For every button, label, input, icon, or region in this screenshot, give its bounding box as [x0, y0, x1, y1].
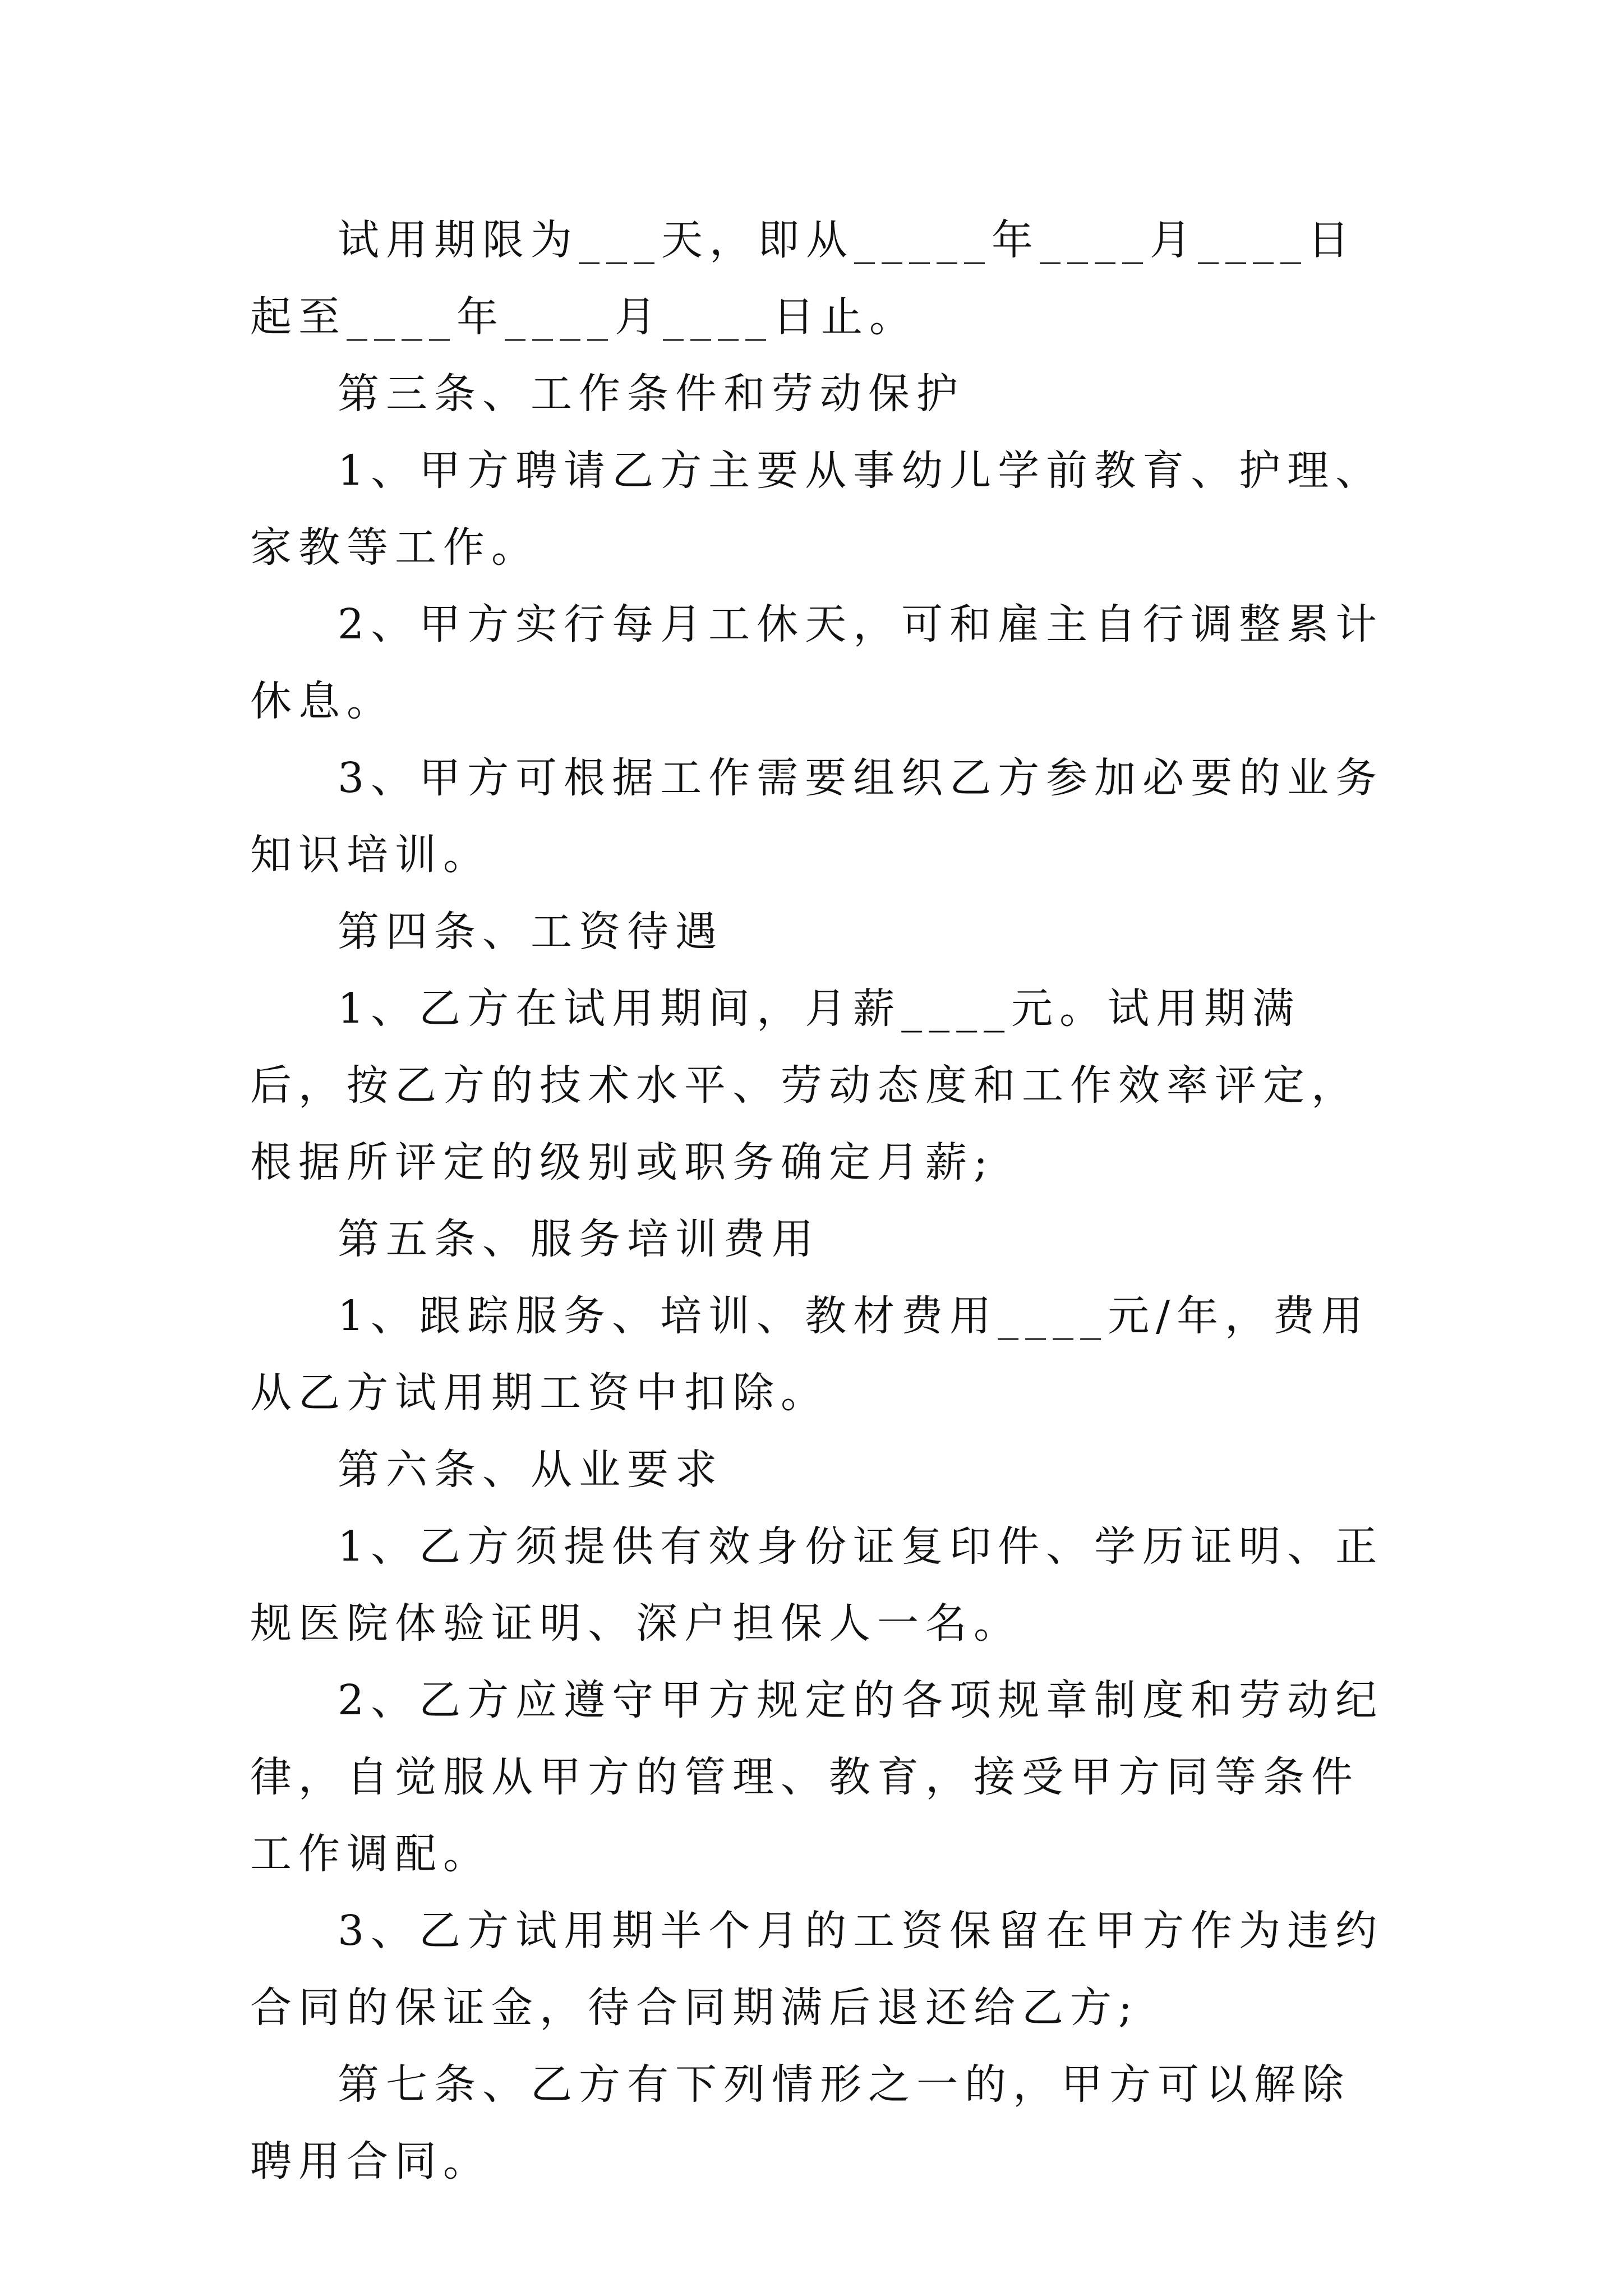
heading-article-7: 第七条、乙方有下列情形之一的，甲方可以解除聘用合同。: [250, 2060, 1350, 2185]
paragraph-article-6-item-1: 1、乙方须提供有效身份证复印件、学历证明、正规医院体验证明、深户担保人一名。: [250, 1522, 1384, 1648]
paragraph-article-3-item-2: 2、甲方实行每月工休天，可和雇主自行调整累计休息。: [250, 600, 1384, 725]
heading-article-3: 第三条、工作条件和劳动保护: [338, 370, 965, 418]
heading-article-4: 第四条、工资待遇: [338, 908, 723, 956]
paragraph-article-3-item-3: 3、甲方可根据工作需要组织乙方参加必要的业务知识培训。: [250, 754, 1384, 879]
heading-article-5: 第五条、服务培训费用: [338, 1215, 820, 1263]
paragraph-article-6-item-2: 2、乙方应遵守甲方规定的各项规章制度和劳动纪律，自觉服从甲方的管理、教育，接受甲方同等条件工作调配。: [250, 1676, 1384, 1878]
heading-article-6: 第六条、从业要求: [338, 1446, 723, 1494]
paragraph-article-4-item-1: 1、乙方在试用期间，月薪____元。试用期满后，按乙方的技术水平、劳动态度和工作效率评定，根据所评定的级别或职务确定月薪;: [250, 984, 1359, 1186]
paragraph-article-5-item-1: 1、跟踪服务、培训、教材费用____元/年，费用从乙方试用期工资中扣除。: [250, 1292, 1370, 1417]
paragraph-probation-period: 试用期限为___天，即从_____年____月____日起至____年____月____日止。: [250, 216, 1356, 341]
paragraph-article-6-item-3: 3、乙方试用期半个月的工资保留在甲方作为违约合同的保证金，待合同期满后退还给乙方;: [250, 1907, 1384, 2032]
paragraph-article-3-item-1: 1、甲方聘请乙方主要从事幼儿学前教育、护理、家教等工作。: [250, 447, 1384, 572]
document-page: [250, 202, 1389, 2200]
